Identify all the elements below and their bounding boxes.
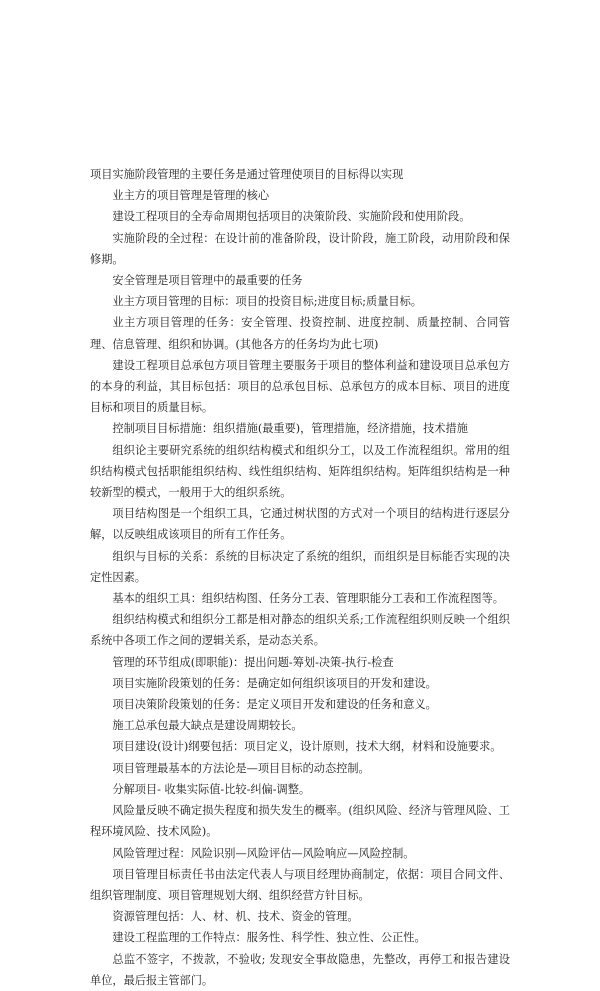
paragraph: 项目结构图是一个组织工具，它通过树状图的方式对一个项目的结构进行逐层分解，以反映组成该项目的所有工作任务。: [90, 507, 510, 542]
paragraph-heading: 项目实施阶段管理的主要任务是通过管理使项目的目标得以实现: [90, 168, 404, 181]
paragraph: 风险管理过程：风险识别—风险评估—风险响应—风险控制。: [112, 846, 415, 860]
paragraph: 业主方项目管理的任务：安全管理、投资控制、进度控制、质量控制、合同管理、信息管理、组织和协调。(其他各方的任务均为此七项): [90, 316, 510, 351]
paragraph: 组织结构模式和组织分工都是相对静态的组织关系;工作流程组织则反映一个组织系统中各项工作之间的逻辑关系，是动态关系。: [90, 613, 510, 648]
paragraph: 项目实施阶段策划的任务：是确定如何组织该项目的开发和建设。: [112, 676, 437, 690]
paragraph: 总监不签字，不拨款，不验收; 发现安全事故隐患，先整改，再停工和报告建设单位，最后报主管部门。: [90, 952, 510, 987]
paragraph: 项目管理最基本的方法论是—项目目标的动态控制。: [112, 761, 370, 775]
paragraph: 业主方项目管理的目标：项目的投资目标;进度目标;质量目标。: [112, 295, 422, 309]
paragraph: 建设工程监理的工作特点：服务性、科学性、独立性、公正性。: [112, 931, 426, 945]
paragraph: 建设工程项目总承包方项目管理主要服务于项目的整体利益和建设项目总承包方的本身的利益，其目标包括：项目的总承包目标、总承包方的成本目标、项目的进度目标和项目的质量目标。: [90, 358, 510, 415]
paragraph: 安全管理是项目管理中的最重要的任务: [112, 274, 303, 288]
paragraph: 项目建设(设计)纲要包括：项目定义，设计原则，技术大纲，材料和设施要求。: [112, 740, 502, 754]
paragraph: 分解项目- 收集实际值-比较-纠偏-调整。: [112, 782, 311, 796]
paragraph: 项目决策阶段策划的任务：是定义项目开发和建设的任务和意义。: [112, 698, 437, 712]
paragraph: 风险量反映不确定损失程度和损失发生的概率。(组织风险、经济与管理风险、工程环境风险、技术风险)。: [90, 804, 510, 839]
paragraph: 业主方的项目管理是管理的核心: [112, 189, 270, 203]
paragraph: 项目管理目标责任书由法定代表人与项目经理协商制定，依据：项目合同文件、组织管理制度、项目管理规划大纲、组织经营方针目标。: [90, 867, 510, 902]
paragraph: 组织论主要研究系统的组织结构模式和组织分工，以及工作流程组织。常用的组织结构模式包括职能组织结构、线性组织结构、矩阵组织结构。矩阵组织结构是一种较新型的模式，一般用于大的组织系统。: [90, 443, 510, 500]
paragraph: 控制项目目标措施：组织措施(最重要)，管理措施，经济措施，技术措施: [112, 422, 468, 436]
paragraph: 组织与目标的关系：系统的目标决定了系统的组织，而组织是目标能否实现的决定性因素。: [90, 549, 510, 584]
paragraph: 管理的环节组成(即职能)：提出问题-筹划-决策-执行-检查: [112, 655, 394, 669]
paragraph: 实施阶段的全过程：在设计前的准备阶段，设计阶段，施工阶段，动用阶段和保修期。: [90, 231, 510, 266]
paragraph: 建设工程项目的全寿命周期包括项目的决策阶段、实施阶段和使用阶段。: [112, 210, 471, 224]
paragraph: 资源管理包括：人、材、机、技术、资金的管理。: [112, 910, 359, 924]
paragraph: 基本的组织工具：组织结构图、任务分工表、管理职能分工表和工作流程图等。: [112, 592, 504, 606]
paragraph: 施工总承包最大缺点是建设周期较长。: [112, 719, 303, 733]
document-body: [90, 164, 510, 991]
